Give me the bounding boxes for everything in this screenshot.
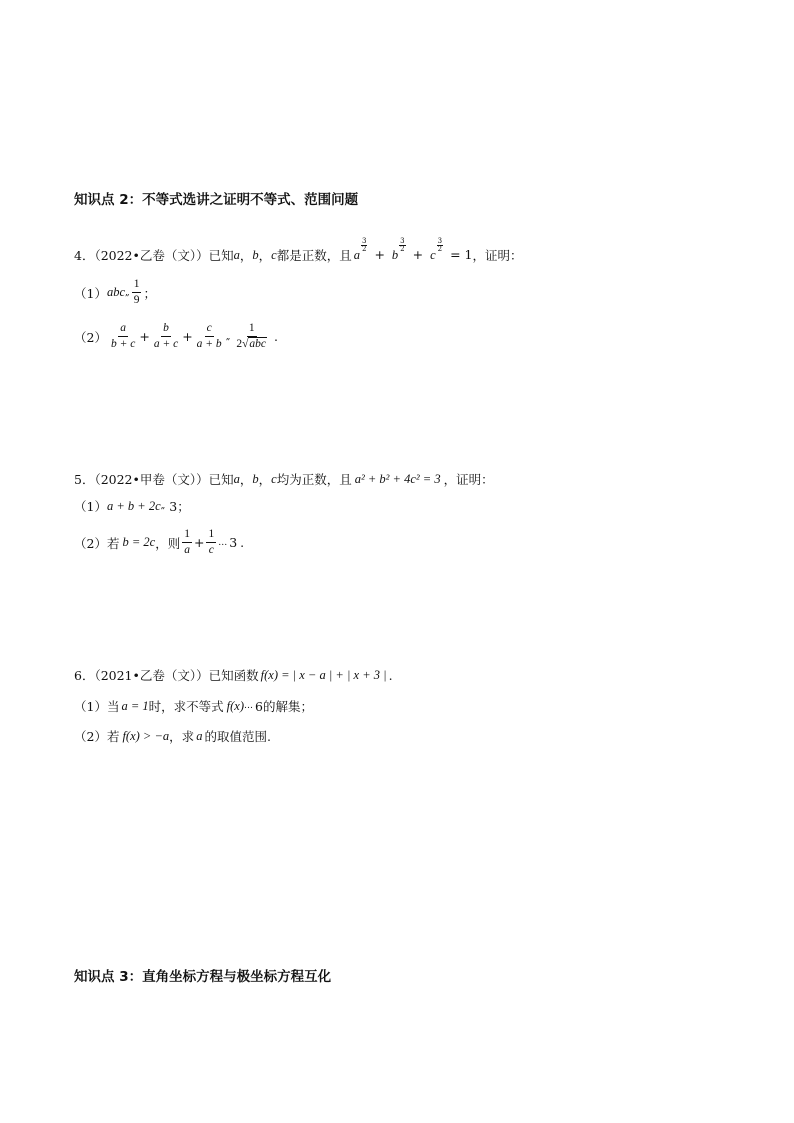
q4-exp-1 (361, 238, 367, 253)
q5-sep-1: ， (239, 472, 253, 487)
q4-stem-suffix: ，证明： (472, 248, 523, 263)
q4-p2-f3-num: c (205, 322, 214, 337)
q6-func: f(x) = | x − a | + | x + 3 | (260, 667, 387, 682)
q6-part1 (74, 697, 313, 715)
q4-stem-mid: 都是正数，且 (276, 248, 352, 263)
q4-p2-label: （2） (74, 329, 107, 345)
q4-p2-rhs-num: 1 (247, 322, 257, 337)
q6-part2 (74, 727, 271, 745)
q5-stem-suffix: ，证明： (443, 472, 494, 487)
q4-p2-f2-num: b (161, 322, 171, 337)
q5-p1-end: ； (177, 499, 190, 514)
section-title-kp3: 知识点 3：直角坐标方程与极坐标方程互化 (74, 969, 332, 985)
q4-exp-2 (399, 238, 405, 253)
q6-p2-end: 的取值范围. (204, 729, 271, 744)
q5-p1-label: （1） (74, 499, 107, 514)
q5-var-c: c (271, 471, 277, 486)
q4-stem (74, 237, 523, 264)
q4-p2-rhs-den (234, 337, 269, 351)
q5-var-a: a (233, 471, 240, 486)
q4-stem-prefix: 4．（2022•乙卷（文））已知 (74, 248, 234, 263)
q5-condition: a² + b² + 4c² = 3 (354, 471, 441, 486)
q4-p2-frac-2 (152, 322, 180, 351)
q5-p2-rel: … (218, 537, 228, 548)
q5-p2-f1-den: a (184, 544, 190, 557)
q5-p2-frac-1 (182, 528, 192, 557)
q4-part1 (74, 278, 156, 307)
q6-p1-cond: a = 1 (121, 698, 149, 713)
q4-exp-3-den: 2 (437, 245, 443, 253)
q4-p1-num: 1 (132, 278, 142, 293)
q4-p2-f1-den: b + c (110, 338, 136, 351)
q5-p2-f1-num: 1 (182, 528, 192, 543)
q6-p1-rhs: 6 (255, 698, 263, 714)
q4-exp-1-den: 2 (362, 245, 367, 253)
q4-cond-a: a (353, 248, 360, 262)
q6-stem-prefix: 6．（2021•乙卷（文））已知函数 (74, 668, 259, 683)
q5-part1 (74, 497, 190, 515)
q4-p2-end: . (274, 329, 279, 345)
q5-p1-expr: a + b + 2c (106, 498, 161, 513)
q5-p2-f2-den: c (208, 544, 214, 557)
q5-p2-frac-2 (206, 528, 216, 557)
q5-p1-rhs: 3 (169, 498, 178, 514)
q4-cond-c: c (430, 248, 436, 262)
q4-cond-rhs: = 1 (450, 247, 473, 262)
q4-exp-2-den: 2 (400, 245, 405, 253)
section-title-kp2: 知识点 2：不等式选讲之证明不等式、范围问题 (74, 192, 359, 208)
q4-p2-f3-den: a + b (196, 338, 222, 351)
q4-var-b: b (252, 247, 259, 262)
q4-p2-f1-num: a (118, 322, 128, 337)
q5-p2-cond: b = 2c (122, 535, 156, 550)
q4-exp-1-num: 3 (362, 237, 367, 245)
q5-sep-2: ， (258, 472, 272, 487)
q6-p1-ineq: f(x) (226, 698, 245, 713)
q4-p1-label: （1） (74, 285, 107, 301)
q4-condition: a $\frac{3}{2}$ + b $\frac{3}{2}$ + c $\frac{3}{2}$ = 1 (353, 237, 473, 262)
q6-p2-ineq: f(x) > −a (122, 728, 170, 743)
q6-p1-mid: 时，求不等式 (148, 699, 224, 714)
q4-sep-2: ， (258, 248, 272, 263)
q4-var-c: c (271, 247, 277, 262)
q5-part2: （2）若 b = 2c ，则 $\frac{1}{a}$ + $\frac{1}{c}$ … 3 . (74, 528, 245, 557)
q4-p1-end: ； (143, 285, 156, 301)
q5-p2-f2-num: 1 (206, 528, 216, 543)
q4-p2-rhs-frac (234, 322, 269, 351)
q4-p1-frac (132, 278, 142, 307)
q4-p2-f2-den: a + c (153, 338, 179, 351)
q4-part2: （2） $\frac{a}{b + c}$ + $\frac{b}{a + c}$ + $\frac{c}{a + b}$ „ $\frac{1}{\text{2√abc}}$ . (74, 322, 279, 351)
q4-p2-frac-1 (109, 322, 137, 351)
q5-p2-rhs: 3 (229, 535, 238, 551)
q6-p2-var: a (196, 728, 203, 743)
q5-stem-prefix: 5．（2022•甲卷（文））已知 (74, 472, 234, 487)
q6-p1-label: （1）当 (74, 699, 120, 714)
q6-p2-mid: ，求 (169, 729, 195, 744)
q4-exp-2-num: 3 (400, 237, 405, 245)
q6-p2-label: （2）若 (74, 729, 120, 744)
q6-p1-rel: … (244, 701, 254, 711)
q4-p2-rhs-radicand: abc (249, 338, 267, 351)
q6-stem-end: . (388, 667, 393, 683)
q4-cond-b: b (391, 248, 399, 262)
q5-p2-end: . (240, 535, 245, 551)
q6-stem (74, 666, 393, 684)
q4-p1-rel: „ (125, 287, 130, 298)
q5-stem-mid: 均为正数，且 (276, 472, 352, 487)
q6-p1-end: 的解集； (262, 699, 313, 714)
q5-p2-then: ，则 (155, 535, 181, 551)
q4-var-a: a (233, 247, 240, 262)
q4-sep-1: ， (239, 248, 253, 263)
q5-stem (74, 470, 494, 488)
q5-p2-label: （2）若 (74, 535, 120, 551)
q4-p1-lhs: abc (106, 285, 126, 300)
q4-p1-den: 9 (133, 294, 140, 307)
q4-p2-rel: „ (225, 331, 231, 342)
q5-p1-rel: „ (160, 501, 166, 511)
q5-var-b: b (252, 471, 259, 486)
q4-p2-frac-3 (195, 322, 224, 351)
q4-exp-3-num: 3 (437, 237, 443, 245)
radical-icon: √ (242, 338, 249, 351)
q4-exp-3 (437, 238, 443, 253)
q4-p2-rhs-coef: 2 (236, 338, 243, 351)
